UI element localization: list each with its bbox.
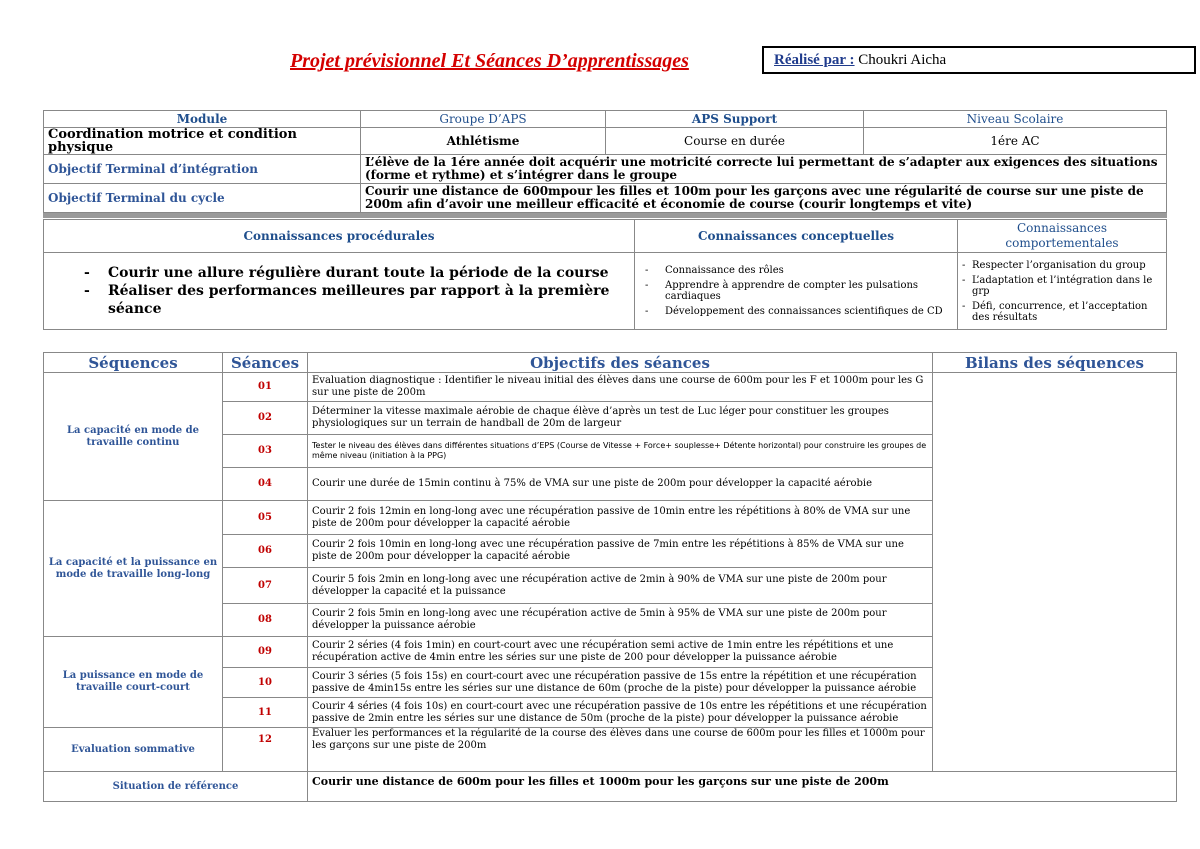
seance-objective: Courir 2 séries (4 fois 1min) en court-court avec une récupération semi active de 1min entre les répétitions et une récupération active de 4min entre les séries sur une piste de 200 pour développer la puissance aérobie — [308, 637, 933, 668]
seance-number: 07 — [223, 568, 308, 604]
module-header: Module — [44, 111, 361, 128]
seance-objective: Evaluation diagnostique : Identifier le niveau initial des élèves dans une course de 600m pour les F et 1000m pour les G sur une piste de 200m — [308, 373, 933, 402]
page-title: Projet prévisionnel Et Séances D’apprentissages — [290, 50, 689, 72]
list-item: - Courir une allure régulière durant toute la période de la course — [48, 264, 630, 282]
author-name: Choukri Aicha — [858, 52, 947, 68]
seance-objective: Evaluer les performances et la régularité de la course des élèves dans une course de 600m pour les filles et 1000m pour les garçons sur une piste de 200m — [308, 728, 933, 772]
obj-header: Objectifs des séances — [308, 353, 933, 373]
seance-number: 09 — [223, 637, 308, 668]
reference-text: Courir une distance de 600m pour les filles et 1000m pour les garçons sur une piste de 200m — [308, 772, 1177, 802]
info-table — [43, 110, 1167, 218]
proc-list-cell — [44, 253, 635, 330]
list-item: - Respecter l’organisation du group — [962, 260, 1162, 271]
knowledge-table — [43, 219, 1167, 330]
reference-label: Situation de référence — [44, 772, 308, 802]
sequence-cell: La puissance en mode de travaille court-court — [44, 637, 223, 728]
groupe-value: Athlétisme — [361, 128, 606, 155]
otc-text: Courir une distance de 600mpour les filles et 100m pour les garçons avec une régularité de course sur une piste de 200m afin d’avoir une meilleur efficacité et économie de course (courir longtemps et vite) — [361, 184, 1167, 213]
seance-number: 02 — [223, 402, 308, 435]
seance-objective: Courir 4 séries (4 fois 10s) en court-court avec une récupération passive de 10s entre les répétitions et une récupération passive de 2min entre les séries sur une distance de 50m (proche de la piste) pour développer la puissance aérobie — [308, 698, 933, 728]
sessions-table — [43, 352, 1177, 802]
author-label: Réalisé par : — [774, 52, 855, 68]
seance-number: 10 — [223, 668, 308, 698]
seance-number: 08 — [223, 604, 308, 637]
seq-header: Séquences — [44, 353, 223, 373]
list-item: - Développement des connaissances scientifiques de CD — [639, 306, 953, 317]
comp-list-cell — [958, 253, 1167, 330]
bilan-header: Bilans des séquences — [933, 353, 1177, 373]
seance-header: Séances — [223, 353, 308, 373]
groupe-header: Groupe D’APS — [361, 111, 606, 128]
oti-label: Objectif Terminal d’intégration — [44, 155, 361, 184]
seance-number: 01 — [223, 373, 308, 402]
otc-label: Objectif Terminal du cycle — [44, 184, 361, 213]
seance-number: 12 — [223, 728, 308, 772]
seance-objective: Déterminer la vitesse maximale aérobie de chaque élève d’après un test de Luc léger pour constituer les groupes physiologiques sur un terrain de handball de 20m de largeur — [308, 402, 933, 435]
seance-objective: Courir une durée de 15min continu à 75% de VMA sur une piste de 200m pour développer la capacité aérobie — [308, 468, 933, 501]
list-item: - L’adaptation et l’intégration dans le grp — [962, 275, 1162, 297]
conc-list-cell — [635, 253, 958, 330]
seance-number: 11 — [223, 698, 308, 728]
conc-header: Connaissances conceptuelles — [635, 220, 958, 253]
sequence-cell: La capacité et la puissance en mode de travaille long-long — [44, 501, 223, 637]
niveau-header: Niveau Scolaire — [864, 111, 1167, 128]
module-value: Coordination motrice et condition physique — [44, 128, 361, 155]
seance-number: 03 — [223, 435, 308, 468]
oti-text: L’élève de la 1ére année doit acquérir une motricité correcte lui permettant de s’adapter aux exigences des situations (forme et rythme) et s’intégrer dans le groupe — [361, 155, 1167, 184]
seance-objective: Courir 2 fois 10min en long-long avec une récupération passive de 7min entre les répétitions à 85% de VMA sur une piste de 200m pour développer la capacité aérobie — [308, 535, 933, 568]
niveau-value: 1ére AC — [864, 128, 1167, 155]
proc-header: Connaissances procédurales — [44, 220, 635, 253]
list-item: - Apprendre à apprendre de compter les pulsations cardiaques — [639, 280, 953, 302]
support-value: Course en durée — [606, 128, 864, 155]
list-item: - Connaissance des rôles — [639, 265, 953, 276]
seance-objective: Courir 3 séries (5 fois 15s) en court-court avec une récupération passive de 15s entre la répétition et une récupération passive de 4min15s entre les séries sur une distance de 60m (proche de la piste) pour développer la puissance aérobie — [308, 668, 933, 698]
seance-number: 06 — [223, 535, 308, 568]
seance-objective: Courir 2 fois 5min en long-long avec une récupération active de 5min à 95% de VMA sur une piste de 200m pour développer la puissance aérobie — [308, 604, 933, 637]
sequence-cell: Evaluation sommative — [44, 728, 223, 772]
list-item: - Réaliser des performances meilleures par rapport à la première séance — [48, 282, 630, 318]
comp-header: Connaissances comportementales — [958, 220, 1167, 253]
author-box — [762, 46, 1196, 74]
seance-objective: Courir 2 fois 12min en long-long avec une récupération passive de 10min entre les répétitions à 80% de VMA sur une piste de 200m pour développer la capacité aérobie — [308, 501, 933, 535]
sequence-cell: La capacité en mode de travaille continu — [44, 373, 223, 501]
seance-objective: Tester le niveau des élèves dans différentes situations d’EPS (Course de Vitesse + Force+ souplesse+ Détente horizontal) pour construire les groupes de même niveau (initiation à la PPG) — [308, 435, 933, 468]
bilan-cell — [933, 373, 1177, 772]
support-header: APS Support — [606, 111, 864, 128]
seance-number: 04 — [223, 468, 308, 501]
list-item: - Défi, concurrence, et l’acceptation des résultats — [962, 301, 1162, 323]
seance-number: 05 — [223, 501, 308, 535]
seance-objective: Courir 5 fois 2min en long-long avec une récupération active de 2min à 90% de VMA sur une piste de 200m pour développer la capacité et la puissance — [308, 568, 933, 604]
